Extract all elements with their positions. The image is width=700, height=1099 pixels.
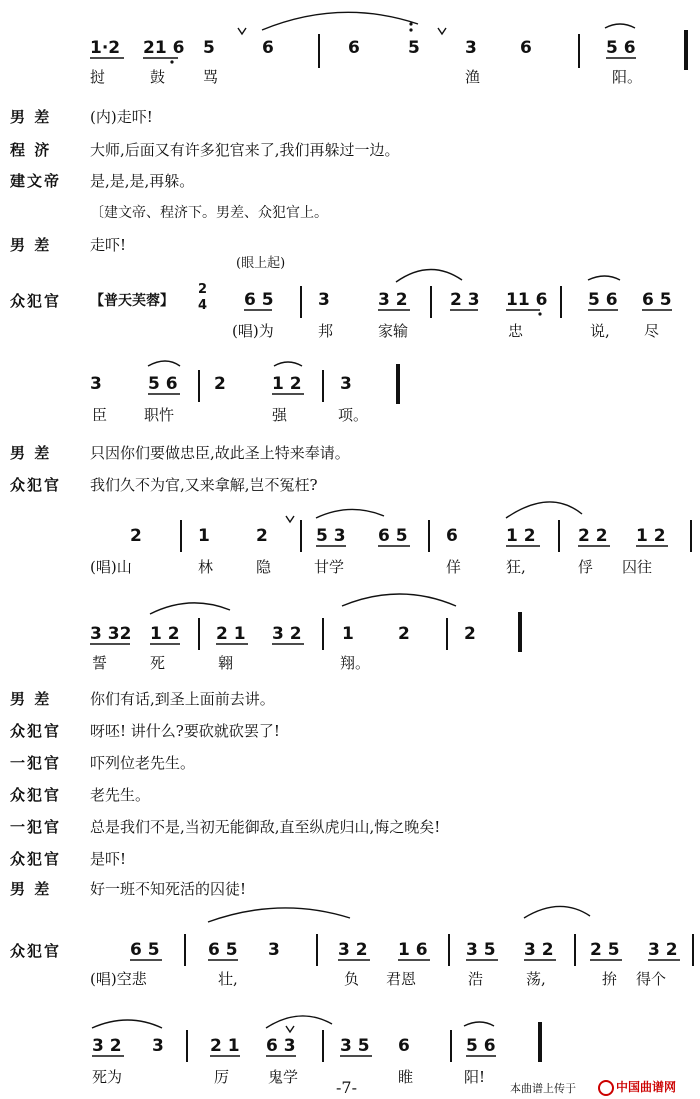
- role-name: 一犯官: [10, 818, 62, 836]
- note: 1 2: [272, 374, 302, 394]
- lyric: 拚: [602, 970, 618, 988]
- lyric: 壮,: [218, 970, 238, 988]
- lyric: 浩: [468, 970, 484, 988]
- lyric: 死: [150, 654, 166, 672]
- lyric: 渔: [465, 68, 481, 86]
- note: 2 1: [216, 624, 246, 644]
- logo-icon: [598, 1080, 614, 1096]
- bar-line: [448, 934, 450, 966]
- note: 3 2: [524, 940, 554, 960]
- speech-text: 走吓!: [90, 236, 127, 254]
- lyric: 强: [272, 406, 288, 424]
- bar-line: [558, 520, 560, 552]
- lyric: 林: [198, 558, 214, 576]
- note: 2: [398, 624, 410, 644]
- bar-line: [322, 1030, 324, 1062]
- note: 2 3: [450, 290, 480, 310]
- note: 5 6: [148, 374, 178, 394]
- slur: [605, 24, 635, 28]
- bar-line: [692, 934, 694, 966]
- role-name: 众犯官: [10, 850, 62, 868]
- speech-text: 是吓!: [90, 850, 127, 868]
- time-signature-numerator: 2: [198, 282, 208, 297]
- role-name: 男 差: [10, 108, 52, 126]
- slur: [464, 1022, 494, 1026]
- slur: [92, 1020, 162, 1028]
- note: 3 2: [648, 940, 678, 960]
- role-name: 众犯官: [10, 786, 62, 804]
- speech-text: 总是我们不是,当初无能御敌,直至纵虎归山,悔之晚矣!: [90, 818, 441, 836]
- note: 5 6: [588, 290, 618, 310]
- role-name: 众犯官: [10, 942, 62, 960]
- note: 6: [348, 38, 360, 58]
- slur: [274, 362, 302, 366]
- slur: [342, 594, 456, 606]
- bar-line: [198, 618, 200, 650]
- site-name: 中国曲谱网: [616, 1080, 677, 1094]
- note: 3 2: [338, 940, 368, 960]
- lyric: 骂: [203, 68, 219, 86]
- lyric: 尽: [644, 322, 660, 340]
- stage-direction: 〔建文帝、程济下。男差、众犯官上。: [90, 205, 328, 221]
- tempo-annotation: (眼上起): [236, 256, 286, 271]
- lyric: 誓: [92, 654, 108, 672]
- lyric: 挝: [90, 68, 106, 86]
- note: 5: [408, 38, 420, 58]
- note: 3: [465, 38, 477, 58]
- note: 3: [268, 940, 280, 960]
- lyric: 厉: [214, 1068, 230, 1086]
- lyric: 翱: [218, 654, 234, 672]
- lyric: 阳!: [464, 1068, 486, 1086]
- bar-line: [690, 520, 692, 552]
- slur: [208, 908, 350, 922]
- octave-dot: [538, 312, 541, 315]
- octave-dot: [409, 22, 412, 25]
- lyric: 职忤: [144, 406, 175, 424]
- breath-mark: [438, 28, 446, 34]
- note: 11 6: [506, 290, 548, 310]
- bar-line: [198, 370, 200, 402]
- speech-text: 我们久不为官,又来拿解,岂不冤枉?: [90, 476, 318, 494]
- role-name: 程 济: [10, 141, 52, 159]
- lyric: 隐: [256, 558, 272, 576]
- speech-text: 大师,后面又有许多犯官来了,我们再躲过一边。: [90, 141, 400, 159]
- slur: [588, 276, 620, 280]
- time-signature-denominator: 4: [198, 298, 208, 313]
- note: 2 2: [578, 526, 608, 546]
- note: 2: [256, 526, 268, 546]
- note: 3: [318, 290, 330, 310]
- lyric: 囚往: [622, 558, 653, 576]
- lyric: 狂,: [506, 558, 526, 576]
- note: 3 2: [378, 290, 408, 310]
- octave-dot: [409, 28, 412, 31]
- lyric: 项。: [338, 406, 369, 424]
- speech-text: 只因你们要做忠臣,故此圣上特来奉请。: [90, 444, 350, 462]
- note: 6 5: [244, 290, 274, 310]
- lyric: 睢: [398, 1068, 414, 1086]
- note: 6: [398, 1036, 410, 1056]
- note: 1 6: [398, 940, 428, 960]
- speech-text: 你们有话,到圣上面前去讲。: [90, 690, 275, 708]
- bar-line: [300, 520, 302, 552]
- speech-text: (内)走吓!: [90, 108, 153, 126]
- upload-credit: 本曲谱上传于: [510, 1082, 576, 1095]
- slur: [316, 509, 384, 518]
- note: 5 6: [606, 38, 636, 58]
- note: 3: [90, 374, 102, 394]
- bar-line: [316, 934, 318, 966]
- lyric: 翔。: [340, 654, 371, 672]
- bar-line: [430, 286, 432, 318]
- bar-line: [560, 286, 562, 318]
- note: 2: [214, 374, 226, 394]
- lyric: 臣: [92, 406, 108, 424]
- speech-text: 好一班不知死活的囚徒!: [90, 880, 247, 898]
- slur: [266, 1016, 332, 1028]
- role-name: 众犯官: [10, 722, 62, 740]
- note: 6 5: [208, 940, 238, 960]
- note: 1 2: [150, 624, 180, 644]
- lyric: 佯: [446, 558, 462, 576]
- lyric: 邦: [318, 322, 334, 340]
- note: 2: [130, 526, 142, 546]
- note: 3: [152, 1036, 164, 1056]
- breath-mark: [286, 516, 294, 522]
- note: 3 5: [340, 1036, 370, 1056]
- speech-text: 是,是,是,再躲。: [90, 172, 195, 190]
- note: 5: [203, 38, 215, 58]
- lyric: 阳。: [612, 68, 643, 86]
- lyric: (唱)空悲: [90, 970, 147, 988]
- bar-line: [184, 934, 186, 966]
- speech-text: 老先生。: [90, 786, 151, 804]
- note: 1 2: [506, 526, 536, 546]
- role-name: 男 差: [10, 690, 52, 708]
- breath-mark: [286, 1026, 294, 1032]
- lyric: (唱)山: [90, 558, 132, 576]
- bar-line: [450, 1030, 452, 1062]
- note: 1: [342, 624, 354, 644]
- slur: [150, 603, 230, 614]
- bar-line: [578, 34, 580, 68]
- bar-line: [318, 34, 320, 68]
- site-logo: [598, 1078, 676, 1096]
- note: 2: [464, 624, 476, 644]
- octave-dot: [170, 60, 173, 63]
- note: 5 3: [316, 526, 346, 546]
- role-name: 男 差: [10, 236, 52, 254]
- note: 6 5: [642, 290, 672, 310]
- final-bar-line: [396, 364, 400, 404]
- bar-line: [574, 934, 576, 966]
- note: 2 1: [210, 1036, 240, 1056]
- note: 6 5: [378, 526, 408, 546]
- lyric: 荡,: [526, 970, 546, 988]
- lyric: 甘学: [314, 558, 345, 576]
- lyric: 鬼学: [268, 1068, 299, 1086]
- note: 1: [198, 526, 210, 546]
- role-name: 男 差: [10, 444, 52, 462]
- note: 6: [520, 38, 532, 58]
- role-name: 一犯官: [10, 754, 62, 772]
- lyric: 死为: [92, 1068, 123, 1086]
- slur: [524, 906, 590, 918]
- lyric: 君恩: [386, 970, 417, 988]
- lyric: 鼓: [150, 68, 166, 86]
- role-name: 男 差: [10, 880, 52, 898]
- note: 1·2: [90, 38, 121, 58]
- final-bar-line: [684, 30, 688, 70]
- note: 6 3: [266, 1036, 296, 1056]
- role-name: 建文帝: [10, 172, 62, 190]
- role-name: 众犯官: [10, 476, 62, 494]
- note: 3 2: [272, 624, 302, 644]
- lyric: 说,: [590, 322, 610, 340]
- role-name: 众犯官: [10, 292, 62, 310]
- lyric: 俘: [578, 558, 594, 576]
- note: 21 6: [143, 38, 185, 58]
- note: 2 5: [590, 940, 620, 960]
- note: 3 2: [92, 1036, 122, 1056]
- speech-text: 呀呸! 讲什么?要砍就砍罢了!: [90, 722, 280, 740]
- lyric: 忠: [508, 322, 524, 340]
- lyric: (唱)为: [232, 322, 274, 340]
- bar-line: [428, 520, 430, 552]
- lyric: 负: [344, 970, 360, 988]
- bar-line: [322, 618, 324, 650]
- page-number: -7-: [336, 1078, 357, 1097]
- slur: [148, 361, 180, 366]
- note: 1 2: [636, 526, 666, 546]
- bar-line: [180, 520, 182, 552]
- final-bar-line: [518, 612, 522, 652]
- note: 6: [446, 526, 458, 546]
- lyric: 得个: [636, 970, 667, 988]
- final-bar-line: [538, 1022, 542, 1062]
- note: 5 6: [466, 1036, 496, 1056]
- breath-mark: [238, 28, 246, 34]
- slur: [396, 269, 462, 282]
- note: 6 5: [130, 940, 160, 960]
- bar-line: [446, 618, 448, 650]
- note: 3: [340, 374, 352, 394]
- bar-line: [300, 286, 302, 318]
- note: 3 32: [90, 624, 132, 644]
- speech-text: 吓列位老先生。: [90, 754, 196, 772]
- note: 6: [262, 38, 274, 58]
- note: 3 5: [466, 940, 496, 960]
- slur: [262, 12, 418, 30]
- bar-line: [322, 370, 324, 402]
- slur: [506, 502, 582, 518]
- lyric: 家输: [378, 322, 409, 340]
- tune-name: 【普天芙蓉】: [90, 293, 174, 309]
- bar-line: [186, 1030, 188, 1062]
